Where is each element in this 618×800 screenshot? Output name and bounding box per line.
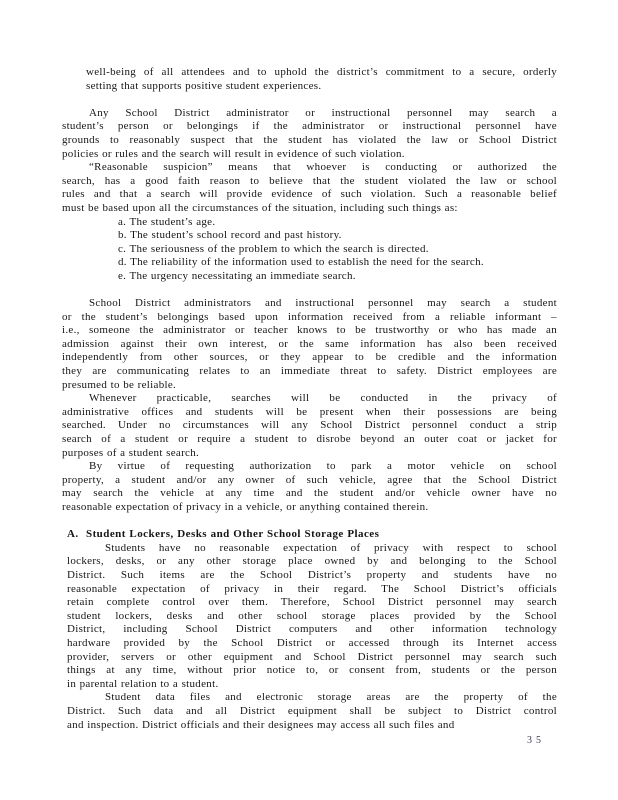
- text-line: provider, servers or other equipment and School District personnel may search such: [67, 650, 557, 663]
- text-line: presumed to be reliable.: [62, 378, 177, 391]
- text-line: grounds to reasonably suspect that the student has violated the law or School District: [62, 133, 557, 146]
- page-content: [62, 66, 557, 732]
- text-line: Student data files and electronic storage areas are the property of the: [105, 691, 557, 704]
- text-line: things at any time, without prior notice to, or consent from, students or the person: [67, 664, 557, 677]
- paragraph-vehicle-search: [62, 460, 557, 514]
- text-line: “Reasonable suspicion” means that whoever is conducting or authorized the: [89, 161, 557, 174]
- list-item: a. The student’s age.: [118, 215, 216, 228]
- text-line: student’s person or belongings if the administrator or instructional personnel have: [62, 120, 557, 133]
- text-line: well-being of all attendees and to uphold the district’s commitment to a secure, orderly: [86, 66, 557, 78]
- continuation-paragraph: [86, 66, 557, 93]
- text-line: Any School District administrator or instructional personnel may search a: [89, 106, 557, 119]
- list-item: c. The seriousness of the problem to which the search is directed.: [118, 242, 429, 255]
- text-line: search of a student or require a student to disrobe beyond an outer coat or jacket for: [62, 433, 557, 446]
- criteria-list: [118, 216, 557, 284]
- section-paragraph-data-files: [67, 691, 557, 732]
- paragraph-reliable-informant: [62, 297, 557, 392]
- text-line: in parental relation to a student.: [67, 677, 219, 690]
- text-line: policies or rules and the search will result in evidence of such violation.: [62, 147, 405, 160]
- paragraph-gap: [62, 284, 557, 298]
- text-line: rules and that a search will provide evidence of such violation. Such a reasonable belief: [62, 188, 557, 201]
- text-line: District. Such items are the School District’s property and students have no: [67, 568, 557, 581]
- section-gap: [62, 515, 557, 529]
- text-line: administrative offices and students will be present when their possessions are being: [62, 405, 557, 418]
- list-item: d. The reliability of the information used to establish the need for the search.: [118, 256, 484, 269]
- section-label: A.: [67, 528, 79, 541]
- paragraph-search-privacy: [62, 392, 557, 460]
- text-line: By virtue of requesting authorization to park a motor vehicle on school: [89, 460, 557, 473]
- text-line: independently from other sources, or they appear to be credible and the information: [62, 351, 557, 364]
- text-line: i.e., someone the administrator or teacher knows to be trustworthy or who has made an: [62, 324, 557, 337]
- text-line: Students have no reasonable expectation of privacy with respect to school: [105, 541, 557, 554]
- text-line: they are communicating relates to an immediate threat to safety. District employees are: [62, 365, 557, 378]
- text-line: lockers, desks, or any other storage place owned by and belonging to the School: [67, 555, 557, 568]
- text-line: purposes of a student search.: [62, 446, 200, 459]
- text-line: reasonable expectation of privacy in a vehicle, or anything contained therein.: [62, 501, 429, 513]
- text-line: and inspection. District officials and their designees may access all such files and: [67, 718, 455, 731]
- text-line: search, has a good faith reason to believe that the student violated the law or school: [62, 174, 557, 187]
- text-line: reasonable expectation of privacy in their regard. The School District’s officials: [67, 582, 557, 595]
- section-title: Student Lockers, Desks and Other School Storage Places: [86, 528, 380, 541]
- text-line: must be based upon all the circumstances of the situation, including such things as:: [62, 201, 458, 214]
- page-number: 35: [527, 735, 545, 746]
- text-line: District, including School District computers and other information technology: [67, 623, 557, 636]
- text-line: setting that supports positive student experiences.: [86, 79, 322, 92]
- list-item: e. The urgency necessitating an immediate search.: [118, 269, 356, 282]
- text-line: retain complete control over them. Therefore, School District personnel may search: [67, 596, 557, 609]
- section-paragraph-storage: [67, 542, 557, 692]
- list-item: b. The student’s school record and past history.: [118, 229, 342, 242]
- text-line: School District administrators and instructional personnel may search a student: [89, 297, 557, 310]
- text-line: admission against their own interest, or the same information has also been received: [62, 337, 557, 350]
- text-line: Whenever practicable, searches will be conducted in the privacy of: [89, 392, 557, 405]
- paragraph-search-authority: [62, 107, 557, 161]
- paragraph-gap: [62, 93, 557, 107]
- text-line: student lockers, desks and other school storage places provided by the School: [67, 609, 557, 622]
- paragraph-reasonable-suspicion: [62, 161, 557, 215]
- text-line: searched. Under no circumstances will any School District personnel conduct a strip: [62, 419, 557, 432]
- text-line: or the student’s belongings based upon information received from a reliable informant –: [62, 310, 557, 323]
- section-heading: [67, 528, 557, 542]
- text-line: hardware provided by the School District or accessed through its Internet access: [67, 636, 557, 649]
- text-line: may search the vehicle at any time and the student and/or vehicle owner have no: [62, 487, 557, 500]
- text-line: District. Such data and all District equipment shall be subject to District control: [67, 704, 557, 717]
- text-line: property, a student and/or any owner of such vehicle, agree that the School District: [62, 473, 557, 486]
